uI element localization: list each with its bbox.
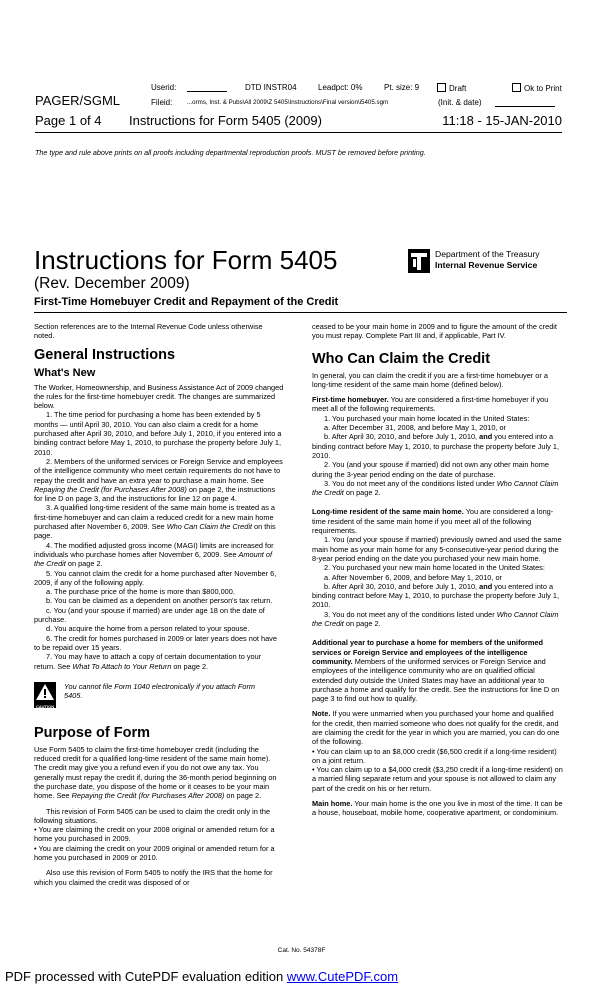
whatsnew-para: The Worker, Homeownership, and Business Assistance Act of 2009 changed the rules for the first-time homebuyer credit. The changes are summarized below.	[34, 382, 284, 411]
checkbox-icon	[512, 83, 521, 92]
bullet-item: • You can claim up to a $4,000 credit ($3,250 credit if a long-time resident) on a married filing separate return and your spouse is not allowed to claim any part of the credit on his or her return.	[312, 765, 563, 793]
who-para: In general, you can claim the credit if you are a first-time homebuyer or a long-time resident of the same main home (defined below).	[312, 370, 548, 389]
caution-box	[34, 681, 284, 719]
caution-label: CAUTION	[35, 703, 55, 709]
ltr-para: Long-time resident of the same main home. You are considered a long-time resident of the same main home if you meet all of the following requirements.	[312, 507, 554, 536]
init-date: (Init. & date)	[438, 98, 482, 107]
proof-note: The type and rule above prints on all proofs including departmental reproduction proofs. MUST be removed before printing.	[35, 148, 426, 157]
pdf-footer	[5, 969, 398, 984]
list-item: b. After April 30, 2010, and before July 1, 2010, and you entered into a binding contract before May 1, 2010, to purchase the property before July 1, 2010.	[312, 432, 559, 460]
bullet-item: • You are claiming the credit on your 2008 original or amended return for a home you purchased in 2009.	[34, 825, 275, 844]
revision: (Rev. December 2009)	[34, 275, 190, 292]
irs-label: Internal Revenue Service	[435, 260, 538, 270]
dept-treasury: Department of the Treasury	[435, 249, 540, 259]
heading-whats-new: What's New	[34, 366, 96, 379]
list-item: b. After April 30, 2010, and before July 1, 2010, and you entered into a binding contract before May 1, 2010, to purchase the property before July 1, 2010.	[312, 581, 559, 610]
list-item: 6. The credit for homes purchased in 2009 or later years does not have to be repaid over 15 years.	[34, 633, 277, 652]
bullet-item: • You are claiming the credit on your 2009 original or amended return for a home you purchased in 2009 or 2010.	[34, 843, 275, 863]
page-of: Page 1 of 4	[35, 113, 102, 128]
list-item: 1. You (and your spouse if married) previously owned and used the same main home as your main home for any 5-consecutive-year period during the 8-year period ending on the date you purchased your new main home.	[312, 535, 562, 563]
cutepdf-link[interactable]: www.CutePDF.com	[286, 969, 399, 984]
draft-checkbox[interactable]: Draft	[437, 83, 466, 93]
left-column	[34, 322, 284, 887]
list-item: 1. The time period for purchasing a home has been extended by 5 months — until April 30, 2010. You can also claim a credit for a home purchased after April 30, 2010, and before July 1, 2010, if you entered into a binding contract before May 1, 2010, to purchase the property before July 1, 2010.	[34, 410, 282, 457]
heading-who-can-claim: Who Can Claim the Credit	[312, 350, 491, 367]
userid-blank	[187, 91, 227, 92]
list-item: a. After November 6, 2009, and before May 1, 2010, or	[324, 572, 502, 582]
form-title: Instructions for Form 5405	[34, 245, 338, 275]
list-item: 4. The modified adjusted gross income (MAGI) limits are increased for individuals who purchase homes after November 6, 2009. See Amount of the Credit on page 2.	[34, 540, 274, 569]
list-item: 3. You do not meet any of the conditions listed under Who Cannot Claim the Credit on page 2.	[312, 609, 559, 629]
ptsize: Pt. size: 9	[384, 83, 420, 92]
subtitle: First-Time Homebuyer Credit and Repayment of the Credit	[34, 296, 339, 308]
continued-para: ceased to be your main home in 2009 and to figure the amount of the credit you must repay. Complete Part III and, if applicable, Part IV.	[312, 322, 557, 341]
catalog-number: Cat. No. 54378F	[277, 947, 326, 954]
irs-eagle-icon	[408, 249, 430, 278]
additional-year-para: Additional year to purchase a home for members of the uniformed services or Foreign Service and employees of the intelligence community. Members of the uniformed services or Foreign Service and employees of the intelligence community who are on qualified official extended duty outside the United States may have an additional year to purchase a home and qualify for the credit. See the instructions for line D on page 3 to find out how to qualify.	[312, 638, 560, 704]
purpose-para: Use Form 5405 to claim the first-time homebuyer credit (including the reduced credit for a qualified long-time resident of the same main home). The credit may give you a refund even if you do not owe any tax. You generally must repay the credit if, during the 36-month period beginning on the purchase date, you dispose of the home or it ceases to be your main home. See Repaying the Credit (for Purchases After 2008) on page 2.	[34, 744, 277, 801]
intro-text: Section references are to the Internal Revenue Code unless otherwise noted.	[34, 322, 263, 341]
list-item: 3. You do not meet any of the conditions listed under Who Cannot Claim the Credit on page 2.	[312, 478, 559, 498]
doc-id: DTD INSTR04	[245, 83, 297, 92]
pager-label: PAGER/SGML	[35, 93, 121, 108]
note-para: Note. If you were unmarried when you purchased your home and qualified for the credit, then married someone who does not qualify for the credit, and are claiming the credit for the year in which you are married, you can do one of the following.	[312, 709, 560, 747]
list-item: 1. You purchased your main home located in the United States:	[324, 413, 530, 423]
list-item: 3. A qualified long-time resident of the same main home is treated as a first-time homebuyer and can claim a reduced credit for a new main home purchased after November 6, 2009. See Who Can Claim the Credit on this page.	[34, 503, 276, 541]
proof-rule	[35, 132, 562, 133]
title-rule	[34, 312, 567, 313]
fileid-path: ...orms, Inst. & Pubs\All 2009\Z 5405\Instructions\Final version\i5405.sgm	[187, 99, 389, 106]
also-para: Also use this revision of Form 5405 to notify the IRS that the home for which you claimed the credit was disposed of or	[34, 868, 273, 887]
ok-to-print-checkbox[interactable]: Ok to Print	[512, 83, 562, 93]
right-column	[312, 322, 564, 818]
checkbox-icon	[437, 83, 446, 92]
instr-title: Instructions for Form 5405 (2009)	[129, 113, 322, 128]
pdf-footer-text: PDF processed with CutePDF evaluation edition	[5, 969, 287, 984]
list-item: 7. You may have to attach a copy of certain documentation to your return. See What To Attach to Your Return on page 2.	[34, 652, 262, 671]
heading-general: General Instructions	[34, 346, 176, 363]
bullet-item: • You can claim up to an $8,000 credit ($6,500 credit if a long-time resident) on a joint return.	[312, 746, 557, 765]
list-item: 5. You cannot claim the credit for a home purchased after November 6, 2009, if any of the following apply.	[34, 568, 277, 587]
fth-para: First-time homebuyer. You are considered a first-time homebuyer if you meet all of the following requirements.	[312, 395, 549, 414]
heading-purpose: Purpose of Form	[34, 724, 151, 741]
caution-text: You cannot file Form 1040 electronically if you attach Form 5405.	[64, 681, 256, 701]
main-home-para: Main home. Your main home is the one you live in most of the time. It can be a house, houseboat, mobile home, cooperative apartment, or condominium.	[312, 799, 563, 818]
init-date-blank	[495, 106, 555, 107]
list-item: d. You acquire the home from a person related to your spouse.	[46, 624, 250, 634]
list-item: a. The purchase price of the home is more than $800,000.	[46, 587, 235, 597]
list-item: c. You (and your spouse if married) are under age 18 on the date of purchase.	[34, 605, 265, 625]
time-date: 11:18 - 15-JAN-2010	[442, 113, 562, 128]
revision-para: This revision of Form 5405 can be used to claim the credit only in the following situations.	[34, 806, 271, 825]
leadpct: Leadpct: 0%	[318, 83, 363, 92]
list-item: b. You can be claimed as a dependent on another person's tax return.	[46, 596, 273, 606]
list-item: 2. You (and your spouse if married) did not own any other main home during the 3-year period ending on the date of purchase.	[312, 460, 549, 479]
userid-label: Userid:	[151, 83, 177, 92]
list-item: a. After December 31, 2008, and before May 1, 2010, or	[324, 423, 507, 433]
fileid-label: Fileid:	[151, 98, 173, 107]
list-item: 2. You purchased your new main home located in the United States:	[324, 563, 545, 573]
list-item: 2. Members of the uniformed services or Foreign Service and employees of the intelligence community who meet certain requirements do not have to repay the credit and have an extra year to purchase a main home. See Repaying the Credit (for Purchases After 2008) on page 2, the instructions for line D on page 3, and the instructions for line 12 on page 4.	[34, 456, 283, 504]
